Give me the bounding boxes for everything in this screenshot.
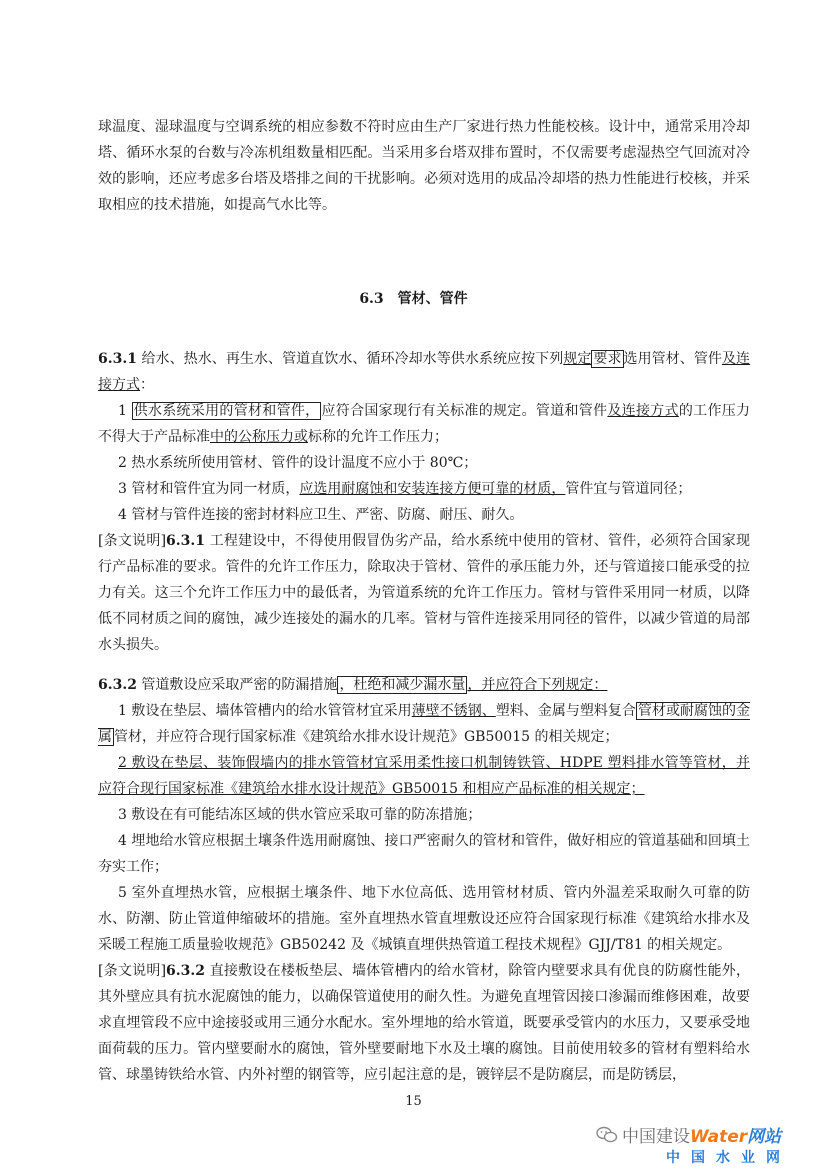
boxed-text: 要求 <box>593 351 622 367</box>
intro-paragraph <box>98 114 750 218</box>
clause-6-3-1-item-3: 3 管材和管件宜为同一材质，应选用耐腐蚀和安装连接方便可靠的材质，管件宜与管道同径； <box>118 481 692 497</box>
underlined-text: 中的公称压力或 <box>210 429 308 445</box>
underlined-text: 应选用耐腐蚀和安装连接方便可靠的材质， <box>299 481 566 497</box>
clause-6-3-1-item-2: 2 热水系统所使用管材、管件的设计温度不应小于 80℃； <box>118 455 478 471</box>
clause-6-3-2-note: [条文说明]6.3.2 直接敷设在楼板垫层、墙体管槽内的给水管材，除管内壁要求具有优良的防腐性能外，其外壁应具有抗水泥腐蚀的能力，以确保管道使用的耐久性。为避免直埋管因接口渗漏而维修困难，故要求直埋管段不应中途接驳或用三通分水配水。室外埋地的给水管道，既要承受管内的水压力，又要承受地面荷载的压力。管内壁要耐水的腐蚀，管外壁要耐地下水及土壤的腐蚀。目前使用较多的管材有塑料给水管、球墨铸铁给水管、内外衬塑的钢管等，应引起注意的是，镀锌层不是防腐层，而是防锈层， <box>98 963 750 1083</box>
watermark <box>596 1120 826 1169</box>
underlined-text: 及连接方式 <box>98 351 751 393</box>
underlined-text: 及连接方式 <box>607 403 679 419</box>
clause-6-3-2 <box>98 672 750 1088</box>
underlined-text: 薄壁不锈钢、 <box>411 703 496 719</box>
underlined-text: 规定 <box>563 351 592 367</box>
underlined-text: ，并应符合下列规定： <box>467 677 608 693</box>
boxed-text: ，杜绝和减少漏水量 <box>339 677 466 693</box>
wechat-icon <box>596 1126 618 1144</box>
watermark-subtitle: 中国水业网 <box>666 1150 791 1166</box>
clause-6-3-2-number: 6.3.2 <box>98 677 137 693</box>
intro-text: 球温度、湿球温度与空调系统的相应参数不符时应由生产厂家进行热力性能校核。设计中，通常采用冷却塔、循环水泵的台数与冷冻机组数量相匹配。当采用多台塔双排布置时，不仅需要考虑湿热空气回流对冷效的影响，还应考虑多台塔及塔排之间的干扰影响。必须对选用的成品冷却塔的热力性能进行校核，并采取相应的技术措施，如提高气水比等。 <box>98 119 750 213</box>
page-number: 15 <box>405 1094 422 1109</box>
clause-6-3-2-item-5: 5 室外直埋热水管，应根据土壤条件、地下水位高低、选用管材材质、管内外温差采取耐久可靠的防水、防潮、防止管道伸缩破坏的措施。室外直埋热水管直埋敷设还应符合国家现行标准《建筑给水排水及采暖工程施工质量验收规范》GB50242 及《城镇直埋供热管道工程技术规程》GJJ/T81 的相关规定。 <box>98 885 750 953</box>
clause-6-3-1 <box>98 346 750 658</box>
section-heading: 6.3 管材、管件 <box>359 291 468 307</box>
clause-6-3-1-lead: 6.3.1 给水、热水、再生水、管道直饮水、循环冷却水等供水系统应按下列规定 要求 选用管材、管件及连接方式： <box>98 351 751 393</box>
clause-6-3-2-item-3: 3 敷设在有可能结冻区域的供水管应采取可靠的防冻措施； <box>118 807 482 823</box>
clause-6-3-1-number: 6.3.1 <box>98 351 137 367</box>
clause-6-3-2-item-4: 4 埋地给水管应根据土壤条件选用耐腐蚀、接口严密耐久的管材和管件，做好相应的管道基础和回填土夯实工作； <box>98 833 750 875</box>
watermark-brand: Water <box>690 1127 748 1147</box>
boxed-text: 供水系统采用的管材和管件， <box>133 403 320 419</box>
clause-6-3-2-item-1: 1 敷设在垫层、墙体管槽内的给水管管材宜采用薄壁不锈钢、塑料、金属与塑料复合 管材或耐腐蚀的金属 管材，并应符合现行国家标准《建筑给水排水设计规范》GB50015 的相关规定； <box>98 703 751 745</box>
boxed-text: 管材或耐腐蚀的金属 <box>98 703 751 745</box>
clause-6-3-1-note: [条文说明]6.3.1 工程建设中，不得使用假冒伪劣产品，给水系统中使用的管材、管件，必须符合国家现行产品标准的要求。管件的允许工作压力，除取决于管材、管件的承压能力外，还与管道接口能承受的拉力有关。这三个允许工作压力中的最低者，为管道系统的允许工作压力。管材与管件采用同一材质，以降低不同材质之间的腐蚀，减少连接处的漏水的几率。管材与管件连接采用同径的管件，以减少管道的局部水头损失。 <box>98 533 750 653</box>
watermark-title: 中国建设Water网站 <box>622 1127 782 1147</box>
clause-6-3-2-lead: 6.3.2 管道敷设应采取严密的防漏措施 ，杜绝和减少漏水量 ，并应符合下列规定： <box>98 677 608 693</box>
clause-6-3-2-item-2: 2 敷设在垫层、装饰假墙内的排水管管材宜采用柔性接口机制铸铁管、HDPE 塑料排水管等管材，并应符合现行国家标准《建筑给水排水设计规范》GB50015 和相应产品标准的相关规定； <box>98 755 750 797</box>
clause-6-3-1-item-1: 1 供水系统采用的管材和管件， 应符合国家现行有关标准的规定。管道和管件及连接方式的工作压力不得大于产品标准中的公称压力或标称的允许工作压力； <box>98 403 751 445</box>
clause-6-3-1-item-4: 4 管材与管件连接的密封材料应卫生、严密、防腐、耐压、耐久。 <box>118 507 524 523</box>
